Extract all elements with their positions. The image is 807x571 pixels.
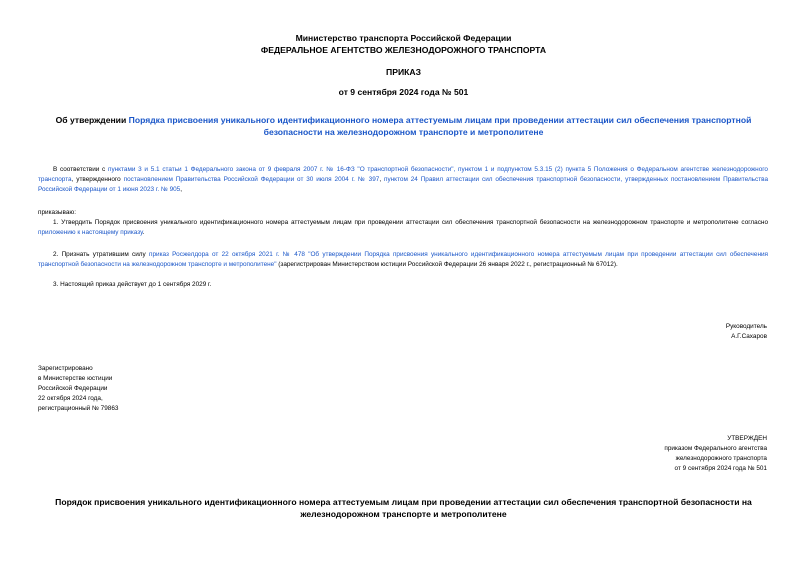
- registration-line-1: Зарегистрировано: [38, 365, 93, 372]
- title-prefix: Об утверждении: [55, 115, 129, 125]
- document-title: [40, 114, 767, 138]
- appendix-title: Порядок присвоения уникального идентификационного номера аттестуемым лицам при проведении аттестации сил обеспечения транспортной безопасности на железнодорожном транспорте и метрополитене: [55, 497, 752, 519]
- preamble-paragraph: [38, 165, 768, 195]
- order-item-2: [38, 250, 768, 270]
- title-link[interactable]: Порядка присвоения уникального идентификационного номера аттестуемым лицам при проведении аттестации сил обеспечения транспортной безопасности на железнодорожном транспорте и метрополитене: [128, 115, 752, 137]
- approval-line-4: от 9 сентября 2024 года № 501: [674, 465, 767, 472]
- document-type: ПРИКАЗ: [386, 67, 421, 77]
- registration-line-4: 22 октября 2024 года,: [38, 395, 103, 402]
- item1-link-appendix[interactable]: приложению к настоящему приказу: [38, 229, 143, 236]
- item2-end: (зарегистрирован Министерством юстиции Российской Федерации 26 января 2022 г., регистрационный № 67012).: [276, 261, 618, 268]
- approval-line-1: УТВЕРЖДЕН: [727, 435, 767, 442]
- preamble-link-decree[interactable]: постановлением Правительства Российской Федерации от 30 июля 2004 г. № 397: [123, 176, 380, 183]
- preamble-text-4: ,: [180, 186, 183, 193]
- order-item-1: [38, 218, 768, 238]
- ministry-name: Министерство транспорта Российской Федерации: [295, 33, 512, 43]
- preamble-text-3: ,: [379, 176, 384, 183]
- approval-line-3: железнодорожного транспорта: [675, 455, 767, 462]
- item2-text: 2. Признать утратившим силу: [53, 251, 149, 258]
- signature-name: А.Г.Сахаров: [731, 333, 767, 340]
- signature-role: Руководитель: [725, 323, 767, 330]
- item2-link-order[interactable]: приказ Росжелдора от 22 октября 2021 г. № 478 "Об утверждении Порядка присвоения уникального идентификационного номера аттестуемым лицам при проведении аттестации сил обеспечения транспортной безопасности на железнодорожном транспорте и метрополитене": [38, 251, 769, 268]
- preamble-link-law[interactable]: пунктами 3 и 5.1 статьи 1 Федерального закона от 9 февраля 2007 г. № 16-ФЗ "О транспортной безопасности", пунктом 1 и подпунктом 5.3.15 (2) пункта 5 Положения о Федеральном агентстве железнодорожного транспорта: [38, 166, 768, 183]
- agency-name: ФЕДЕРАЛЬНОЕ АГЕНТСТВО ЖЕЛЕЗНОДОРОЖНОГО ТРАНСПОРТА: [260, 45, 547, 55]
- registration-line-3: Российской Федерации: [38, 385, 108, 392]
- preamble-text-2: , утвержденного: [71, 176, 124, 183]
- preamble-text-1: В соответствии с: [53, 166, 108, 173]
- registration-line-2: в Министерстве юстиции: [38, 375, 113, 382]
- item1-text: 1. Утвердить Порядок присвоения уникального идентификационного номера аттестуемым лицам при проведении аттестации сил обеспечения транспортной безопасности на железнодорожном транспорте и метрополитене согласно: [53, 219, 768, 226]
- item1-end: .: [142, 229, 145, 236]
- signature-block: [726, 322, 767, 342]
- preamble-link-rules[interactable]: пунктом 24 Правил аттестации сил обеспечения транспортной безопасности, утвержденных постановлением Правительства Российской Федерации от 1 июня 2023 г. № 905: [38, 176, 768, 193]
- registration-line-5: регистрационный № 79863: [38, 405, 119, 412]
- approval-line-2: приказом Федерального агентства: [664, 445, 767, 452]
- approval-block: [664, 434, 767, 474]
- registration-block: [38, 364, 118, 414]
- document-date: от 9 сентября 2024 года № 501: [338, 87, 469, 97]
- order-word: приказываю:: [38, 209, 76, 216]
- order-item-3: 3. Настоящий приказ действует до 1 сентября 2029 г.: [53, 281, 212, 288]
